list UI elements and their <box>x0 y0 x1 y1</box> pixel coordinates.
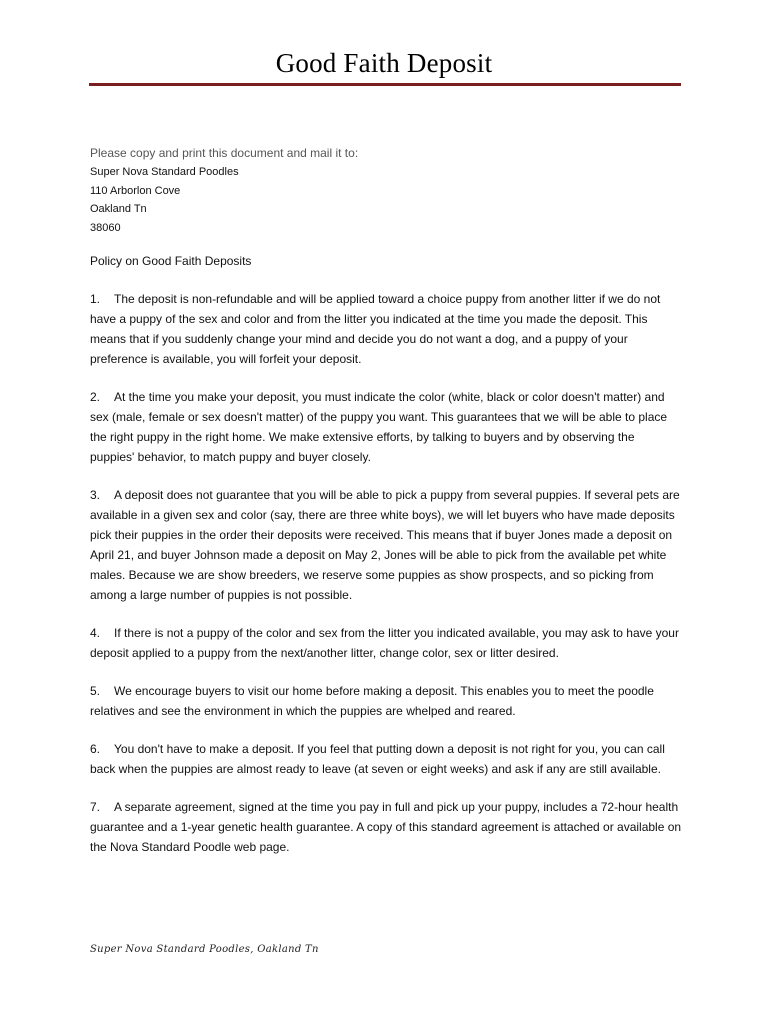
address-line-name: Super Nova Standard Poodles <box>90 166 239 178</box>
paragraph-text: The deposit is non-refundable and will be applied toward a choice puppy from another litter if we do not have a puppy of the sex and color and from the litter you indicated at the time you made the deposit. This means that if you suddenly change your mind and decide you do not want a dog, and a puppy of your preference is available, you will forfeit your deposit. <box>90 292 661 366</box>
paragraph-number: 1. <box>90 292 101 306</box>
address-line-zip: 38060 <box>90 221 121 234</box>
policy-heading: Policy on Good Faith Deposits <box>90 254 252 268</box>
policy-paragraph-1 <box>90 289 682 369</box>
paragraph-number: 2. <box>90 390 101 404</box>
paragraph-text: You don't have to make a deposit. If you feel that putting down a deposit is not right for you, you can call back when the puppies are almost ready to leave (at seven or eight weeks) and ask if any are still available. <box>90 742 665 776</box>
policy-paragraph-3 <box>90 485 682 605</box>
document-title: Good Faith Deposit <box>275 48 493 78</box>
paragraph-text: A separate agreement, signed at the time you pay in full and pick up your puppy, includes a 72-hour health guarantee and a 1-year genetic health guarantee. A copy of this standard agreement is attached or available on the Nova Standard Poodle web page. <box>90 800 682 854</box>
mailing-address <box>90 163 682 237</box>
page-footer: Super Nova Standard Poodles, Oakland Tn <box>90 944 319 955</box>
policy-paragraph-5 <box>90 681 682 721</box>
policy-paragraph-4 <box>90 623 682 663</box>
paragraph-text: At the time you make your deposit, you must indicate the color (white, black or color doesn't matter) and sex (male, female or sex doesn't matter) of the puppy you want. This guarantees that we will be able to place the right puppy in the right home. We make extensive efforts, by talking to buyers and by observing the puppies' behavior, to match puppy and buyer closely. <box>90 390 668 464</box>
paragraph-number: 5. <box>90 684 101 698</box>
paragraph-text: A deposit does not guarantee that you will be able to pick a puppy from several puppies. If several pets are available in a given sex and color (say, there are three white boys), we will let buyers who have made deposits pick their puppies in the order their deposits were received. This means that if buyer Jones made a deposit on April 21, and buyer Johnson made a deposit on May 2, Jones will be able to pick from the available pet white males. Because we are show breeders, we reserve some puppies as show prospects, and so picking from among a large number of puppies is not possible. <box>90 488 680 602</box>
document-body <box>90 143 682 857</box>
title-divider <box>89 83 681 86</box>
policy-paragraph-2 <box>90 387 682 467</box>
policy-paragraph-6 <box>90 739 682 779</box>
paragraph-text: If there is not a puppy of the color and sex from the litter you indicated available, you may ask to have your deposit applied to a puppy from the next/another litter, change color, sex or litter desired. <box>90 626 679 660</box>
policy-paragraph-7 <box>90 797 682 857</box>
paragraph-number: 7. <box>90 800 101 814</box>
paragraph-number: 6. <box>90 742 101 756</box>
paragraph-number: 4. <box>90 626 101 640</box>
address-line-street: 110 Arborlon Cove <box>90 184 181 197</box>
paragraph-number: 3. <box>90 488 101 502</box>
address-line-city: Oakland Tn <box>90 203 147 215</box>
paragraph-text: We encourage buyers to visit our home before making a deposit. This enables you to meet the poodle relatives and see the environment in which the puppies are whelped and reared. <box>90 684 654 718</box>
mailing-instruction: Please copy and print this document and mail it to: <box>90 146 359 160</box>
